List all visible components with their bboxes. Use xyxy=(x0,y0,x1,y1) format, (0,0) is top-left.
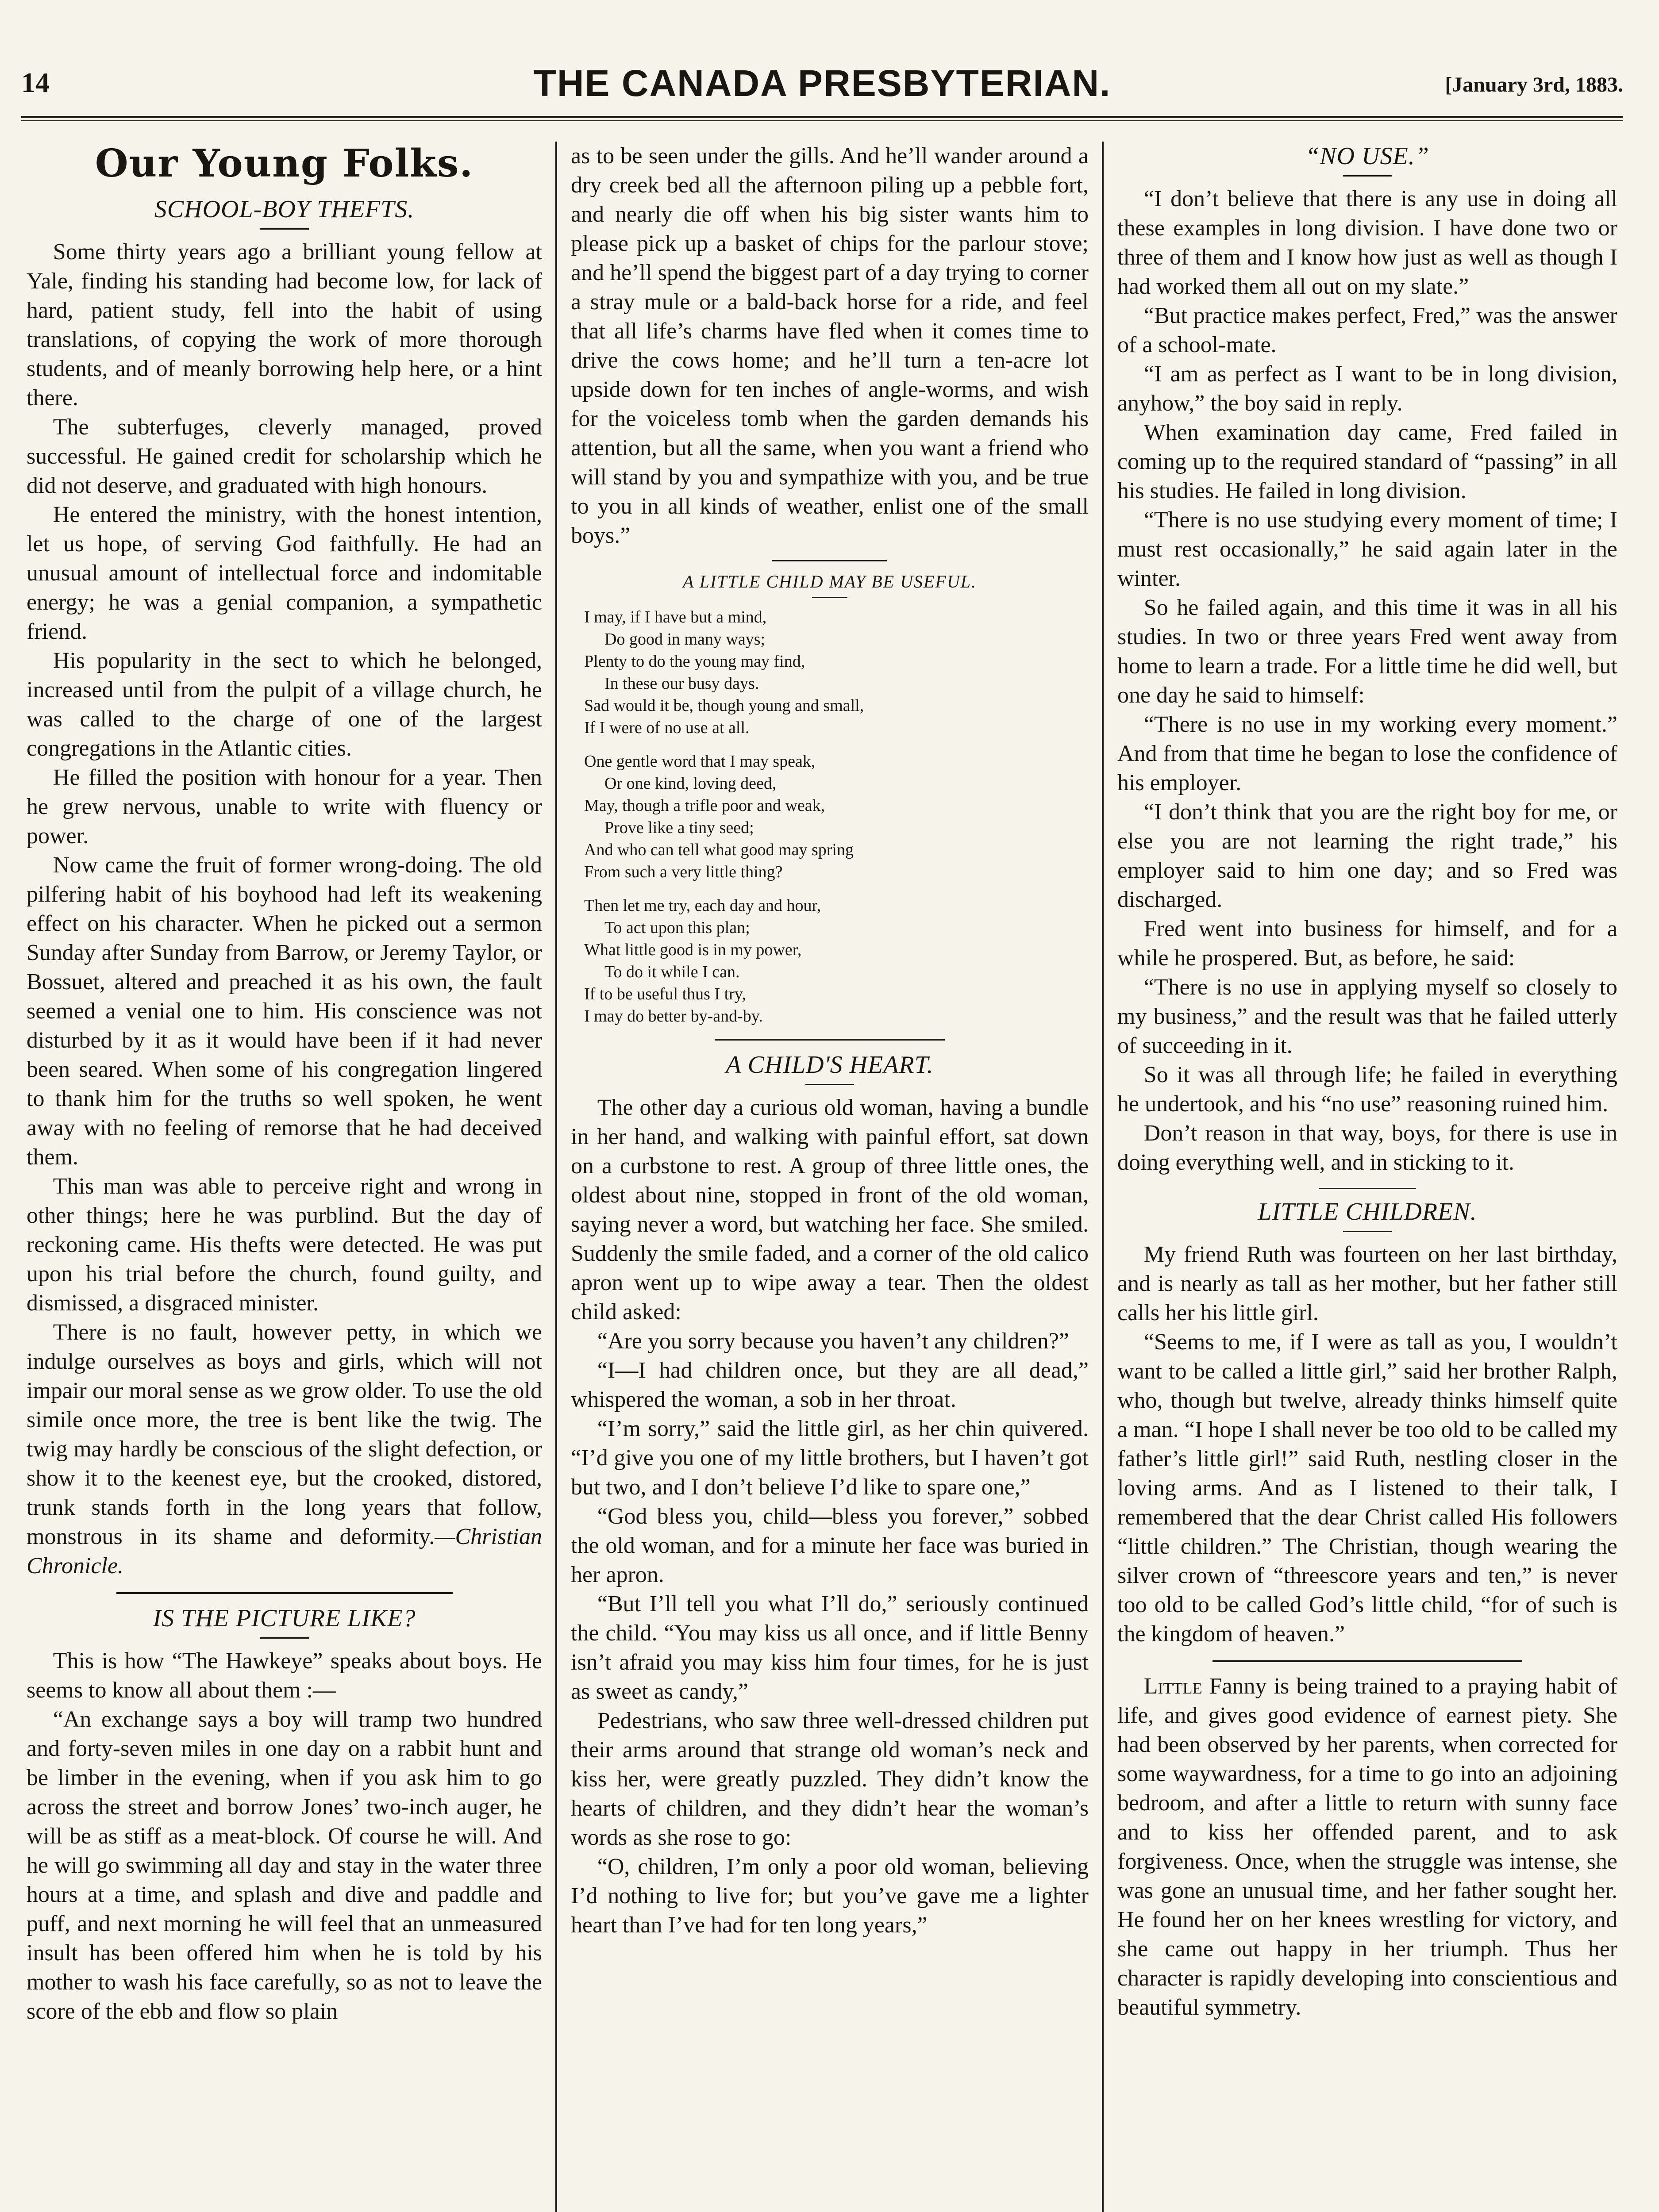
paragraph: When examination day came, Fred failed in coming up to the required standard of “passing” in all his studies. He failed in long division. xyxy=(1117,420,1617,503)
masthead xyxy=(21,62,1623,111)
paragraph: Don’t reason in that way, boys, for there is use in doing everything well, and in sticking to it. xyxy=(1117,1121,1617,1175)
masthead-rule xyxy=(21,116,1623,118)
title-rule xyxy=(260,1637,309,1639)
article-separator xyxy=(1319,1188,1416,1189)
paragraph xyxy=(1117,1672,1617,2022)
article-no-use xyxy=(1117,142,1617,1177)
newspaper-title: THE CANADA PRESBYTERIAN. xyxy=(533,62,1111,104)
title-rule xyxy=(812,597,847,598)
poem-line: In these our busy days. xyxy=(604,674,759,693)
paragraph: “O, children, I’m only a poor old woman, believing I’d nothing to live for; but you’ve gave me a lighter heart than I’ve had for ten long years,” xyxy=(571,1854,1089,1938)
poem-line: If to be useful thus I try, xyxy=(584,985,746,1003)
poem-line: Sad would it be, though young and small, xyxy=(584,696,864,715)
paragraph: His popularity in the sect to which he belonged, increased until from the pulpit of a village church, he was called to the charge of one of the largest congregations in the Atlantic cities. xyxy=(27,648,542,761)
paragraph: “But I’ll tell you what I’ll do,” seriously continued the child. “You may kiss us all once, and if little Benny isn’t afraid you may kiss him four times, for he is just as sweet as candy,” xyxy=(571,1591,1089,1704)
paragraph: “God bless you, child—bless you forever,” sobbed the old woman, and for a minute her face was buried in her apron. xyxy=(571,1504,1089,1587)
poem-line: I may, if I have but a mind, xyxy=(584,608,767,626)
source-credit: —Christian Chronicle. xyxy=(27,1524,542,1578)
poem-line: And who can tell what good may spring xyxy=(584,841,854,859)
page-number: 14 xyxy=(21,67,50,98)
paragraph: This man was able to perceive right and wrong in other things; here he was purblind. But the day of reckoning came. His thefts were detected. He was put upon his trial before the church, found guilty, and dismissed, a disgraced minister. xyxy=(27,1174,542,1316)
paragraph: “I don’t think that you are the right boy for me, or else you are not learning the right trade,” his employer said to him one day; and so Fred was discharged. xyxy=(1117,799,1617,912)
title-rule xyxy=(805,1084,854,1085)
poem-line: Then let me try, each day and hour, xyxy=(584,896,821,915)
column-1 xyxy=(27,142,542,2212)
department-heading: Our Young Folks. xyxy=(95,142,474,186)
column-2 xyxy=(571,142,1089,2212)
paragraph: “I am as perfect as I want to be in long division, anyhow,” the boy said in reply. xyxy=(1117,361,1617,416)
poem-line: May, though a trifle poor and weak, xyxy=(584,796,825,815)
column-divider-1 xyxy=(555,142,557,2212)
paragraph: “I don’t believe that there is any use in doing all these examples in long division. I have done two or three of them and I know how just as well as though I had worked them all out on my slate.” xyxy=(1117,186,1617,299)
article-title: SCHOOL-BOY THEFTS. xyxy=(154,196,415,223)
paragraph-text: Fanny is being trained to a praying habit of life, and gives good evidence of earnest piety. She had been observed by her parents, when corrected for some waywardness, for a time to go into an adjoining bedroom, and after a little to return with sunny face and to kiss her offended parent, and to ask forgiveness. Once, when the struggle was intense, she was gone an unusual time, and her father sought her. He found her on her knees wrestling for victory, and she came out happy in her triumph. Thus her character is rapidly developing into conscientious and beautiful symmetry. xyxy=(1117,1674,1617,2020)
lead-word: Little xyxy=(1143,1674,1202,1699)
poem-line: From such a very little thing? xyxy=(584,863,783,881)
paragraph xyxy=(27,1318,542,1581)
paragraph: “There is no use in applying myself so closely to my business,” and the result was that he failed utterly of succeeding in it. xyxy=(1117,975,1617,1058)
masthead-rule-thin xyxy=(21,120,1623,121)
paragraph: Pedestrians, who saw three well-dressed children put their arms around that strange old woman’s neck and kiss her, were greatly puzzled. They didn’t know the hearts of children, and they didn’t hear the woman’s words as she rose to go: xyxy=(571,1708,1089,1850)
article-title: IS THE PICTURE LIKE? xyxy=(153,1605,416,1632)
article-little-children xyxy=(1117,1197,1617,1649)
poem-line: I may do better by-and-by. xyxy=(584,1007,763,1025)
article-separator xyxy=(772,560,887,561)
poem-little-child xyxy=(571,570,1089,1027)
poem-line: If I were of no use at all. xyxy=(584,718,750,737)
article-separator xyxy=(715,1039,945,1041)
paragraph: The other day a curious old woman, having a bundle in her hand, and walking with painful effort, sat down on a curbstone to rest. A group of three little ones, the oldest about nine, stopped in front of the old woman, saying never a word, but watching her face. She smiled. Suddenly the smile faded, and a corner of the old calico apron went up to wipe away a tear. Then the oldest child asked: xyxy=(571,1095,1089,1325)
article-school-boy-thefts xyxy=(27,195,542,1581)
paragraph-continued: as to be seen under the gills. And he’ll wander around a dry creek bed all the afternoon piling up a pebble fort, and nearly die off when his big sister wants him to please pick up a basket of chips for the parlour stove; and he’ll spend the biggest part of a day trying to corner a stray mule or a bald-back horse for a ride, and feel that all life’s charms have fled when it comes time to drive the cows home; and he’ll turn a ten-acre lot upside down for ten inches of angle-worms, and wish for the voiceless tomb when the garden demands his attention, but all the same, when you want a friend who will stand by you and sympathize with you, and be true to you in all kinds of weather, enlist one of the small boys.” xyxy=(571,143,1089,548)
poem-stanza xyxy=(584,895,1089,1027)
paragraph: So it was all through life; he failed in everything he undertook, and his “no use” reasoning ruined him. xyxy=(1117,1062,1617,1117)
paragraph: Fred went into business for himself, and for a while he prospered. But, as before, he said: xyxy=(1117,916,1617,971)
title-rule xyxy=(260,228,309,230)
paragraph: “I—I had children once, but they are all dead,” whispered the woman, a sob in her throat. xyxy=(571,1358,1089,1412)
paragraph: “Are you sorry because you haven’t any children?” xyxy=(597,1329,1069,1354)
article-separator xyxy=(116,1592,453,1594)
poem-line: To act upon this plan; xyxy=(604,918,750,937)
paragraph: “Seems to me, if I were as tall as you, I wouldn’t want to be called a little girl,” said her brother Ralph, who, though but twelve, already thinks himself quite a man. “I hope I shall never be too old to be called my father’s little girl!” said Ruth, nestling closer in the loving arms. And as I listened to their talk, I remembered that the dear Christ called His followers “little children.” The Christian, though wearing the silver crown of “threescore years and ten,” is never too old to be called God’s little child, “for of such is the kingdom of heaven.” xyxy=(1117,1329,1617,1647)
article-title: LITTLE CHILDREN. xyxy=(1258,1198,1477,1225)
paragraph: He filled the position with honour for a year. Then he grew nervous, unable to write with fluency or power. xyxy=(27,765,542,849)
paragraph: Now came the fruit of former wrong-doing. The old pilfering habit of his boyhood had left its weakening effect on his character. When he picked out a sermon Sunday after Sunday from Barrow, or Jeremy Taylor, or Bossuet, altered and preached it as his own, the fault seemed a venial one to him. His conscience was not disturbed by it as it would have been if it had never been seared. When some of his congregation lingered to thank him for the truths so well spoken, he went away with no feeling of remorse that he had deceived them. xyxy=(27,853,542,1170)
article-title: “NO USE.” xyxy=(1305,142,1429,170)
poem-line: Plenty to do the young may find, xyxy=(584,652,805,671)
paragraph: So he failed again, and this time it was in all his studies. In two or three years Fred went away from home to learn a trade. For a little time he did well, but one day he said to himself: xyxy=(1117,595,1617,708)
article-title: A CHILD'S HEART. xyxy=(726,1051,934,1079)
poem-line: Prove like a tiny seed; xyxy=(604,818,754,837)
article-little-fanny xyxy=(1117,1672,1617,2022)
poem-line: One gentle word that I may speak, xyxy=(584,752,816,771)
title-rule xyxy=(1343,1231,1392,1232)
paragraph: My friend Ruth was fourteen on her last birthday, and is nearly as tall as her mother, but her father still calls her his little girl. xyxy=(1117,1242,1617,1325)
paragraph: “An exchange says a boy will tramp two hundred and forty-seven miles in one day on a rabbit hunt and be limber in the evening, when if you ask him to go across the street and borrow Jones’ two-inch auger, he will be as stiff as a meat-block. Of course he will. And he will go swimming all day and stay in the water three hours at a time, and splash and dive and paddle and puff, and next morning he will feel that an unmeasured insult has been offered him when he is told by his mother to wash his face carefully, so as not to leave the score of the ebb and flow so plain xyxy=(27,1707,542,2024)
poem-line: Do good in many ways; xyxy=(604,630,766,649)
poem-title: A LITTLE CHILD MAY BE USEFUL. xyxy=(682,572,977,591)
paragraph: “There is no use in my working every moment.” And from that time he began to lose the confidence of his employer. xyxy=(1117,712,1617,795)
paragraph: He entered the ministry, with the honest intention, let us hope, of serving God faithfully. He had an unusual amount of intellectual force and indomitable energy; he was a genial companion, a sympathetic friend. xyxy=(27,502,542,644)
poem-stanza xyxy=(584,750,1089,883)
poem-line: To do it while I can. xyxy=(604,963,740,981)
issue-date: [January 3rd, 1883. xyxy=(1445,73,1623,96)
column-3 xyxy=(1117,142,1617,2212)
column-divider-2 xyxy=(1102,142,1104,2212)
paragraph: “There is no use studying every moment of time; I must rest occasionally,” he said again later in the winter. xyxy=(1117,507,1617,591)
title-rule xyxy=(1343,175,1392,177)
paragraph: This is how “The Hawkeye” speaks about boys. He seems to know all about them :— xyxy=(27,1648,542,1703)
poem-stanza xyxy=(584,606,1089,739)
article-picture-like xyxy=(27,1604,542,2026)
paragraph: The subterfuges, cleverly managed, proved successful. He gained credit for scholarship which he did not deserve, and graduated with high honours. xyxy=(27,415,542,498)
poem-line: Or one kind, loving deed, xyxy=(604,774,777,793)
paragraph: “I’m sorry,” said the little girl, as her chin quivered. “I’d give you one of my little brothers, but I haven’t got but two, and I don’t believe I’d like to spare one,” xyxy=(571,1416,1089,1500)
paragraph-text: There is no fault, however petty, in which we indulge ourselves as boys and girls, which will not impair our moral sense as we grow older. To use the old simile once more, the tree is bent like the twig. The twig may hardly be conscious of the slight defection, or show it to the keenest eye, but the crooked, distored, trunk stands forth in the long years that follow, monstrous in its shame and deformity. xyxy=(27,1320,542,1549)
paragraph: “But practice makes perfect, Fred,” was the answer of a school-mate. xyxy=(1117,303,1617,357)
paragraph: Some thirty years ago a brilliant young fellow at Yale, finding his standing had become low, for lack of hard, patient study, fell into the habit of using translations, of copying the work of more thorough students, and of meanly borrowing help here, or a hint there. xyxy=(27,239,542,411)
article-childs-heart xyxy=(571,1050,1089,1940)
article-separator xyxy=(1212,1660,1522,1662)
poem-line: What little good is in my power, xyxy=(584,941,802,959)
